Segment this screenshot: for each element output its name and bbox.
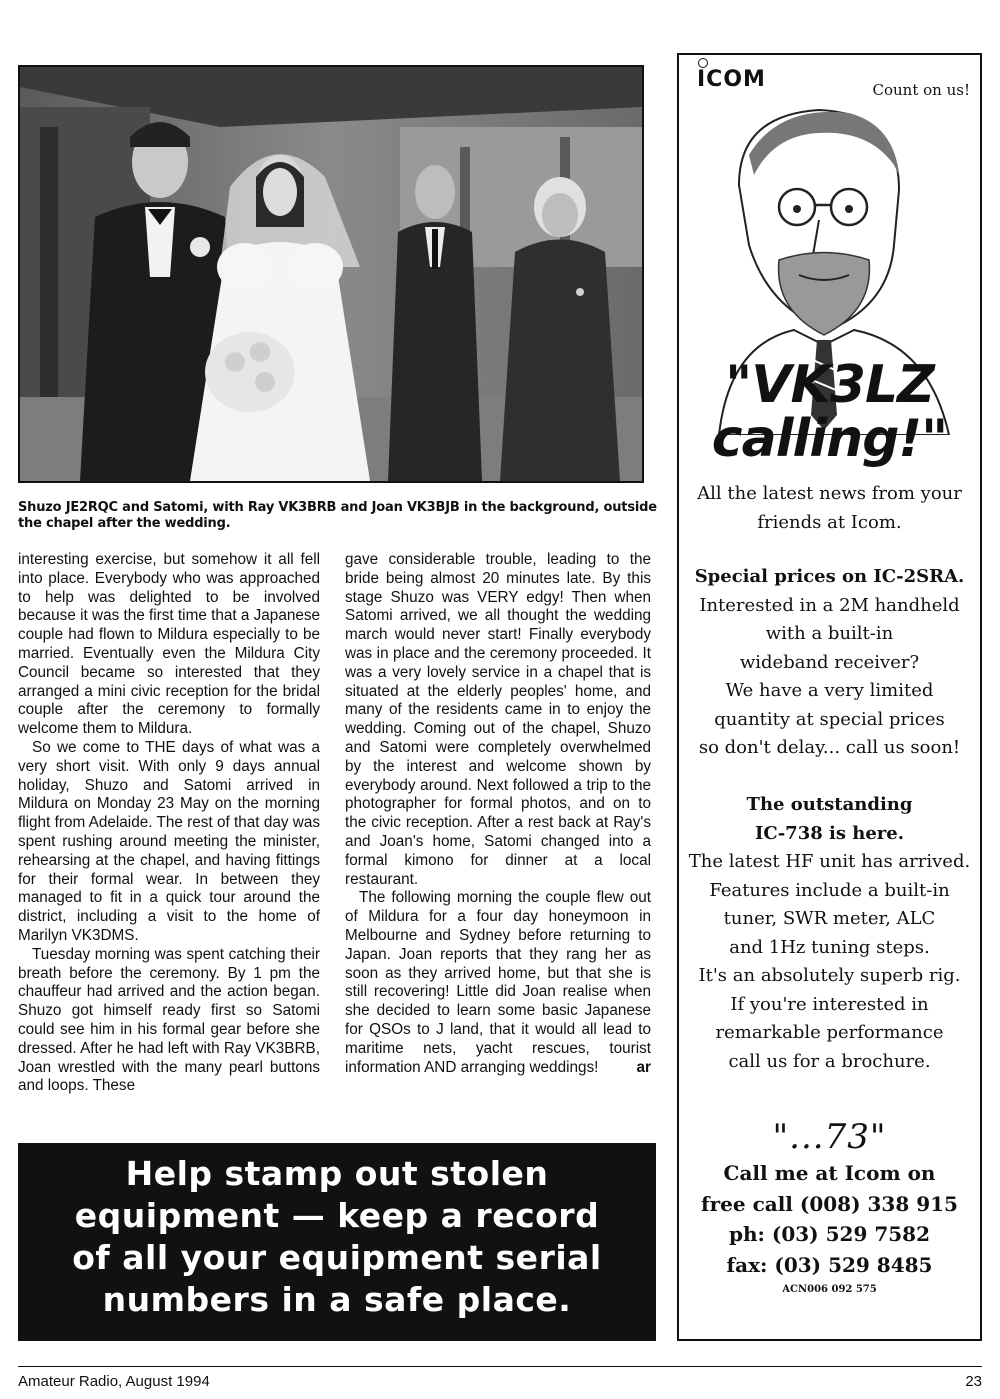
notice-line: equipment — keep a record (74, 1196, 600, 1235)
wedding-photo-image (20, 67, 642, 481)
footer-publication: Amateur Radio, August 1994 (18, 1373, 210, 1390)
ad-acn: ACN006 092 575 (782, 1284, 877, 1295)
footer-divider (18, 1366, 982, 1367)
ad-prices-line: quantity at special prices (714, 708, 945, 730)
ad-prices-line: Interested in a 2M handheld (699, 594, 960, 616)
ad-news-line: All the latest news from your (697, 483, 962, 504)
ad-signoff: "...73" (772, 1117, 887, 1157)
article-paragraph-text: The following morning the couple flew out of Mildura for a four day honeymoon in Melbourne and Sydney before returning to Japan. Joan reports that they rang her as soon as they arrived home, but that she is still recovering! Little did Joan realise when she decided to learn some basic Japanese for QSOs to J land, that it would all lead to maritime nets, yacht rescues, tourist information AND arranging weddings! (345, 889, 651, 1076)
stolen-equipment-notice (18, 1143, 656, 1341)
ad-ic738-line: and 1Hz tuning steps. (729, 936, 930, 958)
ad-ic738-section (679, 791, 980, 1076)
ad-headline-line: calling!" (711, 409, 948, 469)
ad-prices-line: We have a very limited (725, 680, 934, 701)
wedding-photo (18, 65, 644, 483)
ad-prices-line: with a built-in (765, 623, 894, 644)
logo-ring-icon (698, 58, 708, 68)
article-paragraph: interesting exercise, but somehow it all fell into place. Everybody who was approached to help was delighted to be involved because it was the first time that a Japanese couple had flown to Mildura especially to be married. Eventually even the Mildura City Council became so interested that they arranged a mini civic reception for the bridal couple after the ceremony to formally welcome them to Mildura. (18, 551, 320, 738)
notice-line: Help stamp out stolen (125, 1154, 549, 1193)
article-paragraph: gave considerable trouble, leading to the bride being almost 20 minutes late. By this stage Shuzo was VERY edgy! Then when Satomi arrived, we all thought the wedding march would never start! Finally everybody was in place and the ceremony proceeded. It was a very lovely service in a chapel that is situated at the elderly peoples' home, and many of the residents came in to enjoy the wedding. Coming out of the chapel, Shuzo and Satomi were completely overwhelmed by the interest and welcome shown by everybody around. Next followed a trip to the photographer for formal photos, and on to the civic reception. After a rest back at Ray's and Joan's home, Satomi changed into a formal kimono for dinner at a local restaurant. (345, 551, 651, 888)
article-paragraph: Tuesday morning was spent catching their breath before the ceremony. By 1 pm the chauffeur had arrived and the action began. Shuzo got himself ready first so Satomi could see him in his formal gear before she dressed. After he had left with Ray VK3BRB, Joan wrestled with the many pearl buttons and loops. These (18, 945, 320, 1095)
article-paragraph (345, 889, 651, 1077)
ad-ic738-title: IC-738 is here. (754, 822, 905, 844)
page-number: 23 (965, 1373, 982, 1390)
photo-caption: Shuzo JE2RQC and Satomi, with Ray VK3BRB and Joan VK3BJB in the background, outside the chapel after the wedding. (18, 500, 657, 531)
ad-ic738-line: It's an absolutely superb rig. (698, 965, 961, 986)
notice-line: of all your equipment serial (72, 1238, 602, 1277)
ad-ic738-line: The latest HF unit has arrived. (688, 851, 971, 872)
notice-line: numbers in a safe place. (102, 1280, 572, 1319)
ad-headline (679, 355, 980, 469)
ad-ic738-line: call us for a brochure. (728, 1050, 931, 1072)
article-end-mark: ar (636, 1058, 651, 1076)
article-paragraph: So we come to THE days of what was a very short visit. With only 9 days annual holiday, Shuzo and Satomi arrived in Mildura on Monday 23 May on the morning flight from Adelaide. The rest of that day was spent rushing around meeting the minister, rehearsing at the chapel, and having fittings for their formal wear. In between they managed to fit in a quick tour around the district, including a visit to the home of Marilyn VK3DMS. (18, 738, 320, 944)
icom-advertisement (677, 53, 982, 1341)
icom-logo (697, 67, 766, 92)
ad-contact-line: fax: (03) 529 8485 (726, 1252, 933, 1277)
ad-prices-line: wideband receiver? (739, 651, 920, 673)
ad-contact-line: ph: (03) 529 7582 (729, 1222, 930, 1246)
article-column-2 (345, 551, 651, 1077)
article-column-1 (18, 551, 320, 1096)
icom-brand-text: ICOM (697, 67, 766, 92)
ad-prices-line: so don't delay... call us soon! (698, 737, 961, 758)
ad-ic738-line: remarkable performance (715, 1022, 944, 1043)
icom-slogan: Count on us! (872, 81, 970, 99)
ad-news-line: friends at Icom. (757, 511, 902, 533)
ad-ic738-line: Features include a built-in (709, 879, 950, 901)
ad-ic738-line: tuner, SWR meter, ALC (723, 908, 936, 929)
ad-prices-title: Special prices on IC-2SRA. (694, 566, 965, 587)
ad-ic738-title: The outstanding (746, 794, 913, 815)
ad-ic738-line: If you're interested in (730, 993, 929, 1015)
ad-news-text (679, 480, 980, 537)
ad-special-prices (679, 563, 980, 763)
ad-headline-line: "VK3LZ (725, 355, 934, 415)
ad-contact-line: Call me at Icom on (723, 1161, 936, 1185)
ad-contact-line: free call (008) 338 915 (701, 1191, 958, 1216)
ad-contact (679, 1158, 980, 1280)
